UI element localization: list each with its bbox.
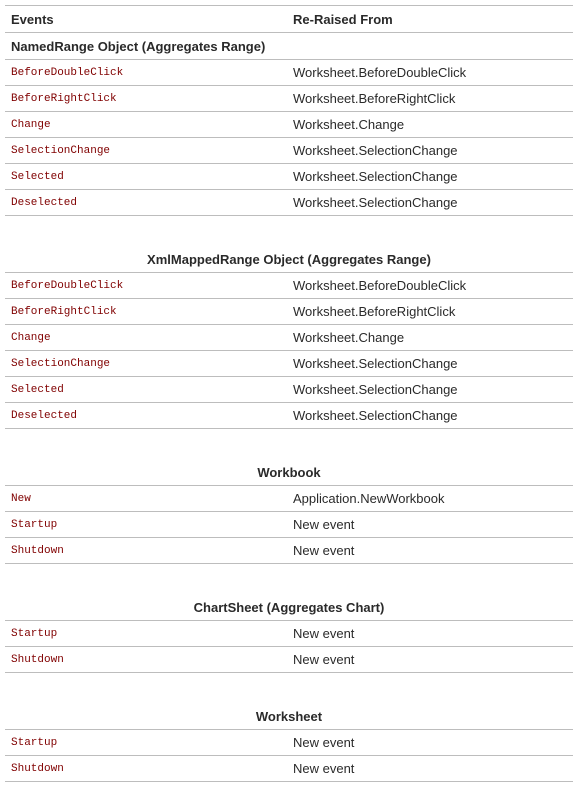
table-row [5, 647, 573, 673]
reraised-from: Worksheet.BeforeRightClick [287, 299, 573, 325]
event-name: Startup [5, 730, 287, 756]
event-name: Startup [5, 621, 287, 647]
reraised-from: Worksheet.BeforeRightClick [287, 86, 573, 112]
table-row [5, 60, 573, 86]
reraised-from: Worksheet.SelectionChange [287, 138, 573, 164]
reraised-from: Worksheet.SelectionChange [287, 164, 573, 190]
table-row [5, 486, 573, 512]
reraised-from: Worksheet.BeforeDoubleClick [287, 273, 573, 299]
reraised-from: New event [287, 756, 573, 782]
event-name: Selected [5, 377, 287, 403]
section-heading-row [5, 459, 573, 486]
section-title: NamedRange Object (Aggregates Range) [5, 33, 573, 60]
table-row [5, 112, 573, 138]
event-name: SelectionChange [5, 138, 287, 164]
group-spacer [5, 564, 573, 595]
table-row [5, 138, 573, 164]
reraised-from: New event [287, 621, 573, 647]
event-name: Shutdown [5, 756, 287, 782]
reraised-from: New event [287, 538, 573, 564]
reraised-from: Worksheet.SelectionChange [287, 377, 573, 403]
table-row [5, 299, 573, 325]
event-name: Selected [5, 164, 287, 190]
table-row [5, 621, 573, 647]
section-heading-row [5, 703, 573, 730]
table-row [5, 512, 573, 538]
section-title: ChartSheet (Aggregates Chart) [5, 594, 573, 621]
event-name: Shutdown [5, 538, 287, 564]
reraised-column-header: Re-Raised From [287, 6, 573, 33]
reraised-from: Worksheet.BeforeDoubleClick [287, 60, 573, 86]
table-row [5, 164, 573, 190]
section-heading-row [5, 246, 573, 273]
event-name: Deselected [5, 190, 287, 216]
section-title: Worksheet [5, 703, 573, 730]
event-name: Startup [5, 512, 287, 538]
reraised-from: New event [287, 730, 573, 756]
event-name: BeforeRightClick [5, 299, 287, 325]
table-row [5, 86, 573, 112]
reraised-from: Application.NewWorkbook [287, 486, 573, 512]
section-title: Workbook [5, 459, 573, 486]
table-row [5, 538, 573, 564]
table-row [5, 403, 573, 429]
group-spacer [5, 429, 573, 460]
group-spacer [5, 673, 573, 704]
table-row [5, 756, 573, 782]
event-name: Shutdown [5, 647, 287, 673]
events-table [5, 5, 573, 782]
event-name: New [5, 486, 287, 512]
reraised-from: Worksheet.Change [287, 112, 573, 138]
event-name: Change [5, 112, 287, 138]
table-header [5, 6, 573, 33]
reraised-from: New event [287, 647, 573, 673]
event-name: Change [5, 325, 287, 351]
events-document [5, 5, 573, 782]
section-heading-row [5, 594, 573, 621]
section-heading-row [5, 33, 573, 60]
reraised-from: Worksheet.Change [287, 325, 573, 351]
table-row [5, 377, 573, 403]
event-name: Deselected [5, 403, 287, 429]
table-row [5, 730, 573, 756]
table-row [5, 351, 573, 377]
table-row [5, 190, 573, 216]
table-row [5, 325, 573, 351]
event-name: SelectionChange [5, 351, 287, 377]
reraised-from: Worksheet.SelectionChange [287, 351, 573, 377]
reraised-from: Worksheet.SelectionChange [287, 403, 573, 429]
event-name: BeforeDoubleClick [5, 273, 287, 299]
group-spacer [5, 216, 573, 247]
reraised-from: New event [287, 512, 573, 538]
section-title: XmlMappedRange Object (Aggregates Range) [5, 246, 573, 273]
table-body [5, 33, 573, 782]
event-name: BeforeDoubleClick [5, 60, 287, 86]
reraised-from: Worksheet.SelectionChange [287, 190, 573, 216]
table-row [5, 273, 573, 299]
event-name: BeforeRightClick [5, 86, 287, 112]
events-column-header: Events [5, 6, 287, 33]
